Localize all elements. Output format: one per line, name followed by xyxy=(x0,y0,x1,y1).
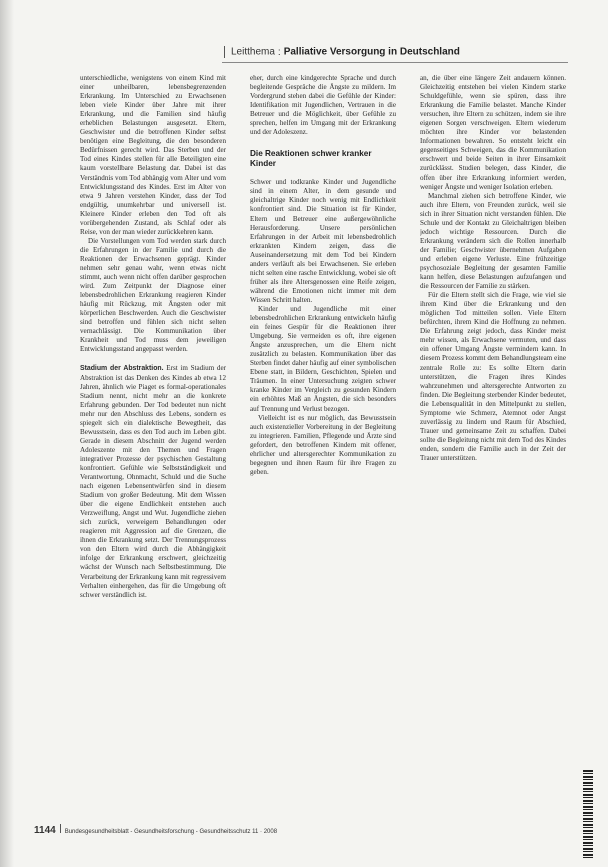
header-section: Leitthema xyxy=(231,46,275,58)
paragraph-lead-in: Stadium der Abstraktion. xyxy=(80,365,164,373)
column3-paragraph-2: Manchmal ziehen sich betroffene Kinder, wie auch ihre Eltern, von Freunden zurück, weil sie sich in ihrer Situation nicht verstanden fühlen. Die Schule und der Kontakt zu Gleichaltrigen bleiben jedoch wichtige Ressourcen. Durch die Erkrankung verändern sich die Rollen innerhalb der Familie; Geschwister übernehmen Aufgaben und erleben eigene Verluste. Eine frühzeitige psychosoziale Begleitung der gesamten Familie kann helfen, diese Belastungen aufzufangen und die Ressourcen der Familie zu stärken. xyxy=(420,191,566,291)
scan-barcode-strip xyxy=(583,770,593,860)
column2-paragraph-4: Vielleicht ist es nur möglich, das Bewusstsein auch existenzieller Vorbereitung in der Begleitung zu integrieren. Familien, Pflegende und Ärzte sind gefordert, den betroffenen Kindern mit offener, ehrlicher und altersgerechter Kommunikation zu begegnen und ihnen Raum für ihre Fragen zu geben. xyxy=(250,413,396,476)
column1-paragraph-3 xyxy=(80,364,226,599)
header-separator: : xyxy=(277,46,281,58)
text-column-2 xyxy=(250,74,396,804)
header-bar xyxy=(224,46,225,58)
footer-divider xyxy=(60,824,61,833)
column2-paragraph-3: Kinder und Jugendliche mit einer lebensbedrohlichen Erkrankung entwickeln häufig ein feines Gespür für die Reaktionen ihrer Umgebung. Sie vermeiden es oft, ihre eigenen Ängste anzusprechen, um die Eltern nicht zusätzlich zu belasten. Kommunikation über das Sterben findet daher häufig auf einer symbolischen Ebene statt, in Bildern, Geschichten, Spielen und Träumen. In einer Untersuchung zeigten schwer kranke Kinder im Vergleich zu gesunden Kindern ein erhöhtes Maß an Ängsten, die sich besonders auf Trennung und Verlust bezogen. xyxy=(250,304,396,413)
page-footer xyxy=(34,820,434,834)
column1-paragraph-3-text: Erst im Stadium der Abstraktion ist das Denken des Kindes ab etwa 12 Jahren, ähnlich wie Piaget es formal-operationales Stadium nennt, nicht mehr an die konkrete Erfahrung gebunden. Der Tod bedeutet nun nicht mehr nur den Abschluss des Lebens, sondern es spiegelt sich ein dialektische Bewegtheit, das Bewusstsein, dass es den Tod auch im Leben gibt. Gerade in diesem Abschnitt der Jugend werden Adoleszente mit den Themen und Fragen integrativer Prozesse der psychischen Gestaltung konfrontiert. Gefühle wie Selbstständigkeit und Verantwortung, Ohnmacht, Schuld und die Suche nach eigenen Lebensentwürfen sind in diesem Stadium von großer Bedeutung. Mit dem Wissen über die eigene Endlichkeit entstehen auch Verzweiflung, Angst und Wut. Jugendliche ziehen sich zurück, verweigern Behandlungen oder reagieren mit Aggression auf die Grenzen, die ihnen die Erkrankung setzt. Der Trennungsprozess von den Eltern wird durch die Abhängigkeit infolge der Erkrankung erschwert, gleichzeitig wächst der Wunsch nach Selbstbestimmung. Die Verarbeitung der Erkrankung kann mit regressivem Verhalten einhergehen, das für die Umgebung oft schwer verständlich ist. xyxy=(80,364,226,599)
journal-citation: Bundesgesundheitsblatt - Gesundheitsforschung - Gesundheitsschutz 11 · 2008 xyxy=(64,829,278,835)
column1-paragraph-2: Die Vorstellungen vom Tod werden stark durch die Erfahrungen in der Familie und durch die Reaktionen der Erwachsenen geprägt. Kinder nehmen sehr genau wahr, wenn etwas nicht stimmt, auch wenn nicht offen darüber gesprochen wird. Zum Zeitpunkt der Diagnose einer lebensbedrohlichen Erkrankung reagieren Kinder häufig mit Rückzug, mit Ängsten oder mit körperlichen Beschwerden. Auch die Geschwister sind betroffen und fühlen sich nicht selten vernachlässigt. Die Kommunikation über Krankheit und Tod muss dem jeweiligen Entwicklungsstand angepasst werden. xyxy=(80,236,226,354)
page-number: 1144 xyxy=(34,825,56,836)
column2-paragraph-2: Schwer und todkranke Kinder und Jugendliche sind in einem Alter, in dem gesunde und gleichaltrige Kinder noch wenig mit Endlichkeit konfrontiert sind. Die Situation ist für Kinder, Eltern und Betreuer eine außergewöhnliche Herausforderung. Unsere persönlichen Erfahrungen in der Arbeit mit lebensbedrohlich erkrankten Kindern zeigen, dass die Auseinandersetzung mit dem Tod bei Kindern anders verläuft als bei Erwachsenen. Sie erleben nicht selten eine rasche Entwicklung, wobei sie oft früher als ihre Altersgenossen eine Reife zeigen, während die Emotionen nicht immer mit dem Wissen Schritt halten. xyxy=(250,178,396,304)
column3-paragraph-1: an, die über eine längere Zeit andauern können. Gleichzeitig entstehen bei vielen Kindern starke Schuldgefühle, wenn sie spüren, dass ihre Erkrankung die Familie belastet. Manche Kinder versuchen, ihre Eltern zu schützen, indem sie ihre eigenen Sorgen verschweigen. Eltern wiederum möchten ihre Kinder vor belastenden Informationen bewahren. So entsteht leicht ein gegenseitiges Schweigen, das die Kommunikation erschwert und beide Seiten in ihrer Einsamkeit zurücklässt. Studien belegen, dass Kinder, die offen über ihre Erkrankung informiert werden, weniger Ängste und weniger Isolation erleben. xyxy=(420,74,566,191)
column3-paragraph-3: Für die Eltern stellt sich die Frage, wie viel sie ihrem Kind über die Erkrankung und den möglichen Tod mitteilen sollen. Viele Eltern befürchten, ihrem Kind die Hoffnung zu nehmen. Die Erfahrung zeigt jedoch, dass Kinder meist mehr wissen, als Erwachsene vermuten, und dass ein offener Umgang Ängste vermindern kann. In diesem Prozess kommt dem Behandlungsteam eine zentrale Rolle zu: Es sollte Eltern darin unterstützen, die Fragen ihres Kindes wahrzunehmen und altersgerechte Antworten zu finden. Die Begleitung sterbender Kinder bedeutet, die Lebensqualität in den Mittelpunkt zu stellen, Symptome wie Schmerz, Atemnot oder Angst zuverlässig zu lindern und Raum für Abschied, Trauer und gemeinsame Zeit zu schaffen. Dabei sollte die Begleitung nicht mit dem Tod des Kindes enden, sondern die Familie auch in der Zeit der Trauer unterstützen. xyxy=(420,291,566,462)
page-edge-shadow xyxy=(0,0,14,867)
header-topic: Palliative Versorgung in Deutschland xyxy=(283,46,460,58)
section-subheading: Die Reaktionen schwer kranker Kinder xyxy=(250,149,372,169)
header-rule xyxy=(222,62,568,63)
column1-paragraph-1: unterschiedliche, wenigstens von einem Kind mit einer unheilbaren, lebensbegrenzenden Erkrankung. Im Unterschied zu Erwachsenen leben viele Kinder über Jahre mit ihrer Erkrankung, und die Familien sind häufig erheblichen Belastungen ausgesetzt. Eltern, Geschwister und die betroffenen Kinder selbst benötigen eine Begleitung, die den besonderen Bedürfnissen gerecht wird. Das Sterben und der Tod eines Kindes stellen für alle Beteiligten eine kaum vorstellbare Belastung dar. Dabei ist das Verständnis vom Tod abhängig vom Alter und vom Entwicklungsstand des Kindes. Erst im Alter von etwa 9 Jahren verstehen Kinder, dass der Tod endgültig, unumkehrbar und universell ist. Kleinere Kinder erleben den Tod oft als vorübergehenden Zustand, als Schlaf oder als Reise, von der man wieder zurückkehren kann. xyxy=(80,74,226,236)
column2-paragraph-1: eher, durch eine kindgerechte Sprache und durch begleitende Gespräche die Ängste zu mildern. Im Vordergrund stehen dabei die Gefühle der Kinder: Identifikation mit Jugendlichen, Vertrauen in die Betreuer und die Möglichkeit, über Gefühle zu sprechen, helfen im Umgang mit der Erkrankung und der Adoleszenz. xyxy=(250,74,396,137)
text-column-3 xyxy=(420,74,566,809)
text-column-1 xyxy=(80,74,226,794)
